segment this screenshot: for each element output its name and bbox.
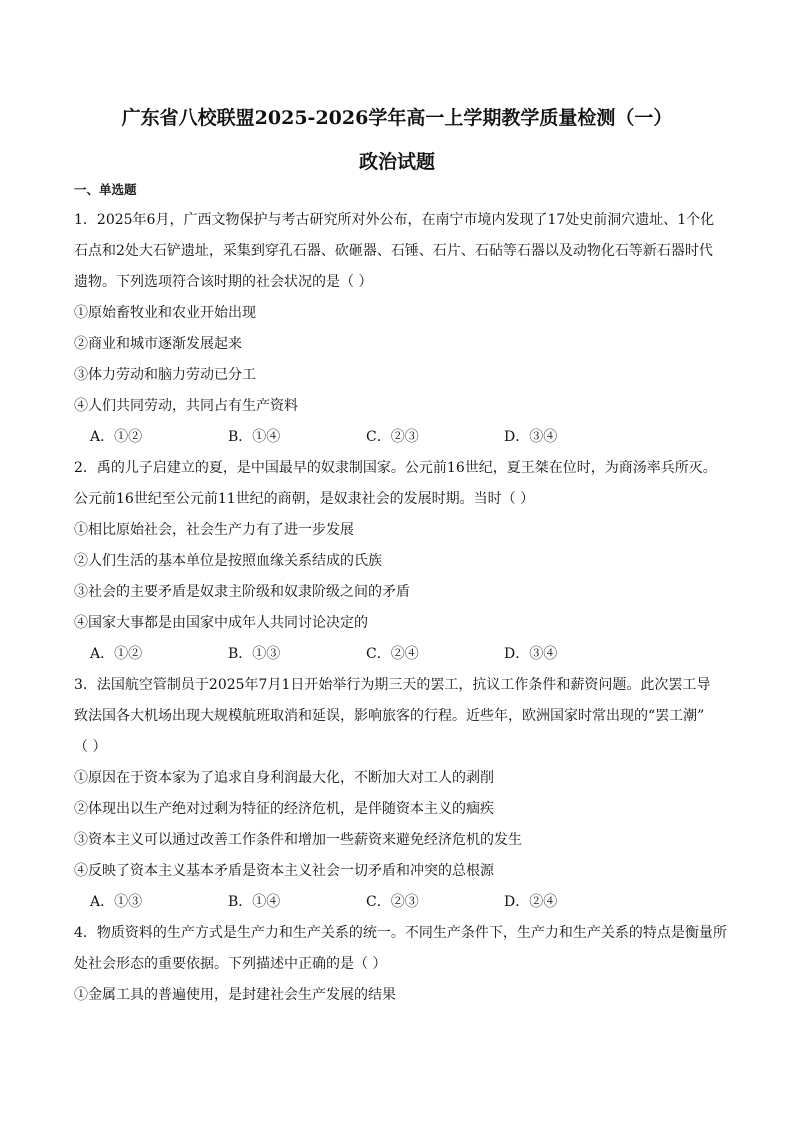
answer-choices xyxy=(74,887,724,918)
choice-c: C．②③ xyxy=(366,429,419,445)
statement-option: ①原因在于资本家为了追求自身利润最大化，不断加大对工人的剥削 xyxy=(74,770,494,786)
statement-option: ④反映了资本主义基本矛盾是资本主义社会一切矛盾和冲突的总根源 xyxy=(74,863,494,879)
statement-option: ①相比原始社会，社会生产力有了进一步发展 xyxy=(74,522,354,538)
statement-option: ③体力劳动和脑力劳动已分工 xyxy=(74,367,256,383)
choice-a: A．①② xyxy=(90,646,143,662)
question-text-line: 石点和2处大石铲遗址，采集到穿孔石器、砍砸器、石锤、石片、石砧等石器以及动物化石等新石器时代 xyxy=(74,243,713,259)
choice-a: A．①③ xyxy=(90,894,143,910)
question-text-line: 致法国各大机场出现大规模航班取消和延误，影响旅客的行程。近些年，欧洲国家时常出现的“罢工潮” xyxy=(74,708,705,724)
choice-b: B．①④ xyxy=(228,894,281,910)
choice-a: A．①② xyxy=(90,429,143,445)
choice-c: C．②④ xyxy=(366,646,419,662)
question-text-line: 公元前16世纪至公元前11世纪的商朝，是奴隶社会的发展时期。当时（ ） xyxy=(74,491,535,507)
statement-option: ④国家大事都是由国家中成年人共同讨论决定的 xyxy=(74,615,368,631)
statement-option: ②人们生活的基本单位是按照血缘关系结成的氏族 xyxy=(74,553,382,569)
statement-option: ④人们共同劳动，共同占有生产资料 xyxy=(74,398,298,414)
choice-c: C．②③ xyxy=(366,894,419,910)
question-text-line: 3．法国航空管制员于2025年7月1日开始举行为期三天的罢工，抗议工作条件和薪资问题。此次罢工导 xyxy=(74,677,711,693)
question-1 xyxy=(74,205,724,453)
question-text-line: 4．物质资料的生产方式是生产力和生产关系的统一。不同生产条件下，生产力和生产关系的特点是衡量所 xyxy=(74,925,727,941)
section-heading: 一、单选题 xyxy=(74,182,137,197)
question-3 xyxy=(74,670,724,918)
choice-b: B．①③ xyxy=(228,646,281,662)
document-content xyxy=(74,181,727,1011)
choice-d: D．③④ xyxy=(504,429,558,445)
statement-option: ①原始畜牧业和农业开始出现 xyxy=(74,305,256,321)
choice-d: D．③④ xyxy=(504,646,558,662)
statement-option: ③资本主义可以通过改善工作条件和增加一些薪资来避免经济危机的发生 xyxy=(74,832,522,848)
statement-option: ②体现出以生产绝对过剩为特征的经济危机，是伴随资本主义的痼疾 xyxy=(74,801,494,817)
answer-choices xyxy=(74,422,724,453)
choice-b: B．①④ xyxy=(228,429,281,445)
page-title: 广东省八校联盟2025-2026学年高一上学期教学质量检测（一） xyxy=(121,107,673,129)
statement-option: ③社会的主要矛盾是奴隶主阶级和奴隶阶级之间的矛盾 xyxy=(74,584,410,600)
answer-choices xyxy=(74,639,724,670)
page-subtitle: 政治试题 xyxy=(358,151,435,173)
statement-option: ①金属工具的普遍使用，是封建社会生产发展的结果 xyxy=(74,987,396,1003)
question-text-line: （ ） xyxy=(74,739,107,755)
statement-option: ②商业和城市逐渐发展起来 xyxy=(74,336,242,352)
question-text-line: 1．2025年6月，广西文物保护与考古研究所对外公布，在南宁市境内发现了17处史前洞穴遗址、1个化 xyxy=(74,212,715,228)
question-2 xyxy=(74,453,724,670)
question-text-line: 2．禹的儿子启建立的夏，是中国最早的奴隶制国家。公元前16世纪，夏王桀在位时，为商汤率兵所灭。 xyxy=(74,460,717,476)
question-4 xyxy=(74,918,727,1011)
question-text-line: 遗物。下列选项符合该时期的社会状况的是（ ） xyxy=(74,274,373,290)
choice-d: D．②④ xyxy=(504,894,558,910)
question-text-line: 处社会形态的重要依据。下列描述中正确的是（ ） xyxy=(74,956,387,972)
